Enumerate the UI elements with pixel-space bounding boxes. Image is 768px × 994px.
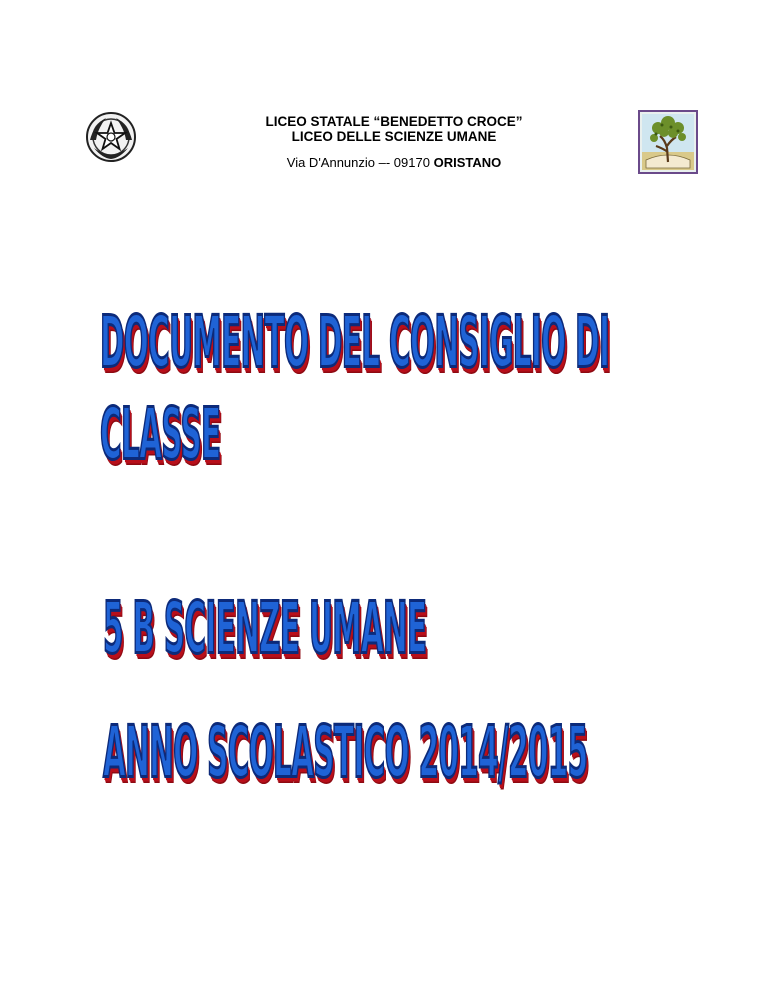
school-department: LICEO DELLE SCIENZE UMANE [291,129,497,144]
school-address [200,155,588,170]
italian-republic-emblem-icon [84,110,138,164]
document-title-line1: DOCUMENTO DEL CONSIGLIO DI [100,300,610,384]
city-name: ORISTANO [433,155,502,170]
school-year: ANNO SCOLASTICO 2014/2015 [103,710,588,794]
school-tree-logo-icon [638,110,698,174]
school-header [200,114,588,170]
street-address: Via D'Annunzio –- 09170 [286,155,430,170]
document-title-line2: CLASSE [100,392,221,476]
school-name: LICEO STATALE “BENEDETTO CROCE” [265,114,523,129]
class-name: 5 B SCIENZE UMANE [103,586,427,670]
